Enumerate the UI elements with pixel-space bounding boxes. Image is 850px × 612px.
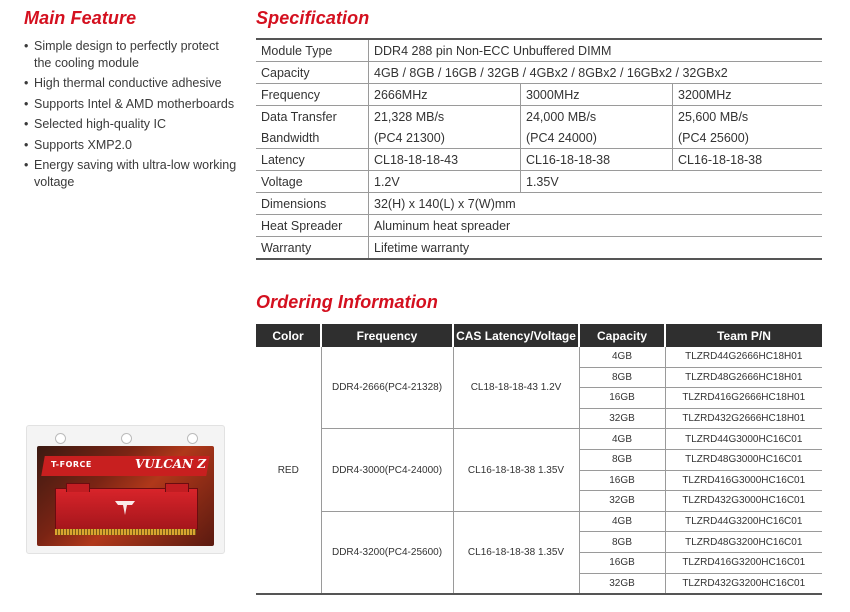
column-header-cas: CAS Latency/Voltage [453, 324, 579, 347]
spec-label: Bandwidth [256, 127, 369, 149]
spec-row-data-transfer [256, 106, 822, 128]
hang-hole [55, 433, 66, 444]
specification-table [256, 38, 822, 260]
spec-value: 3000MHz [521, 84, 673, 106]
spec-value: (PC4 21300) [369, 127, 521, 149]
part-number-cell: TLZRD48G3000HC16C01 [665, 449, 822, 470]
spec-row-warranty [256, 237, 822, 260]
feature-item: • Supports XMP2.0 [24, 137, 132, 152]
spec-value: Lifetime warranty [369, 237, 823, 260]
spec-value: 4GB / 8GB / 16GB / 32GB / 4GBx2 / 8GBx2 / 16GBx2 / 32GBx2 [369, 62, 823, 84]
package-card [37, 446, 214, 546]
capacity-cell: 8GB [579, 449, 665, 470]
part-number-cell: TLZRD416G3000HC16C01 [665, 470, 822, 491]
spec-label: Dimensions [256, 193, 369, 215]
column-header-part-number: Team P/N [665, 324, 822, 347]
bullet-icon: • [24, 39, 29, 53]
spec-value: (PC4 24000) [521, 127, 673, 149]
bullet-icon: • [24, 96, 29, 111]
spec-row-capacity [256, 62, 822, 84]
table-row [256, 429, 822, 450]
capacity-cell: 16GB [579, 470, 665, 491]
capacity-cell: 32GB [579, 573, 665, 594]
spec-value: CL16-18-18-38 [673, 149, 823, 171]
capacity-cell: 16GB [579, 388, 665, 409]
feature-item: • Energy saving with ultra-low working voltage [24, 158, 237, 189]
model-logo: VULCAN Z [135, 457, 206, 471]
spec-label: Capacity [256, 62, 369, 84]
gold-contacts [55, 529, 196, 535]
product-image [26, 425, 225, 554]
hang-hole [187, 433, 198, 444]
part-number-cell: TLZRD432G3000HC16C01 [665, 491, 822, 512]
feature-item: • High thermal conductive adhesive [24, 76, 222, 90]
spec-label: Voltage [256, 171, 369, 193]
spec-row-latency [256, 149, 822, 171]
ordering-title: Ordering Information [256, 292, 438, 312]
part-number-cell: TLZRD44G3200HC16C01 [665, 511, 822, 532]
capacity-cell: 4GB [579, 429, 665, 450]
capacity-cell: 8GB [579, 532, 665, 553]
part-number-cell: TLZRD48G2666HC18H01 [665, 367, 822, 388]
spec-row-bandwidth [256, 127, 822, 149]
capacity-cell: 32GB [579, 491, 665, 512]
specification-title: Specification [256, 8, 370, 28]
spec-value: CL16-18-18-38 [521, 149, 673, 171]
part-number-cell: TLZRD432G3200HC16C01 [665, 573, 822, 594]
color-cell: RED [256, 347, 321, 594]
brand-logo: T-FORCE [51, 460, 92, 469]
part-number-cell: TLZRD48G3200HC16C01 [665, 532, 822, 553]
cas-cell: CL18-18-18-43 1.2V [453, 347, 579, 429]
ordering-table [256, 324, 822, 595]
spec-value: 1.2V [369, 171, 521, 193]
feature-item: • Supports Intel & AMD motherboards [24, 96, 235, 111]
spec-label: Latency [256, 149, 369, 171]
cas-cell: CL16-18-18-38 1.35V [453, 429, 579, 511]
spec-value: DDR4 288 pin Non-ECC Unbuffered DIMM [369, 39, 823, 62]
spec-value: 2666MHz [369, 84, 521, 106]
bullet-icon: • [24, 117, 29, 131]
cas-cell: CL16-18-18-38 1.35V [453, 511, 579, 594]
bullet-icon: • [24, 158, 29, 172]
spec-value: 25,600 MB/s [678, 109, 749, 124]
column-header-color: Color [256, 324, 321, 347]
column-header-capacity: Capacity [579, 324, 665, 347]
capacity-cell: 32GB [579, 408, 665, 429]
frequency-cell: DDR4-2666(PC4-21328) [321, 347, 453, 429]
bullet-icon: • [24, 137, 29, 152]
feature-item: • Simple design to perfectly protect the cooling module [24, 39, 219, 70]
spec-label: Module Type [256, 39, 369, 62]
part-number-cell: TLZRD44G3000HC16C01 [665, 429, 822, 450]
frequency-cell: DDR4-3200(PC4-25600) [321, 511, 453, 594]
spec-value: 24,000 MB/s [521, 106, 673, 128]
part-number-cell: TLZRD432G2666HC18H01 [665, 408, 822, 429]
heatsink-fin [66, 483, 90, 492]
spec-label: Data Transfer [256, 106, 369, 128]
spec-value: Aluminum heat spreader [369, 215, 823, 237]
tforce-logo-icon [114, 499, 136, 517]
memory-module [55, 488, 198, 530]
spec-row-module-type [256, 39, 822, 62]
spec-row-voltage [256, 171, 822, 193]
spec-value: 1.35V [521, 171, 823, 193]
spec-value: 3200MHz [673, 84, 823, 106]
spec-row-frequency [256, 84, 822, 106]
capacity-cell: 4GB [579, 347, 665, 367]
frequency-cell: DDR4-3000(PC4-24000) [321, 429, 453, 511]
feature-item: • Selected high-quality IC [24, 117, 167, 131]
spec-value: (PC4 25600) [673, 127, 823, 149]
spec-label: Heat Spreader [256, 215, 369, 237]
feature-list [24, 38, 239, 194]
capacity-cell: 4GB [579, 511, 665, 532]
capacity-cell: 8GB [579, 367, 665, 388]
table-row [256, 511, 822, 532]
table-row [256, 347, 822, 367]
capacity-cell: 16GB [579, 552, 665, 573]
ordering-header-row [256, 324, 822, 347]
heatsink-fin [165, 483, 189, 492]
spec-row-heat-spreader [256, 215, 822, 237]
spec-label: Warranty [256, 237, 369, 260]
spec-value: CL18-18-18-43 [369, 149, 521, 171]
main-feature-title: Main Feature [24, 8, 137, 28]
part-number-cell: TLZRD416G2666HC18H01 [665, 388, 822, 409]
part-number-cell: TLZRD416G3200HC16C01 [665, 552, 822, 573]
spec-value: 32(H) x 140(L) x 7(W)mm [369, 193, 823, 215]
spec-value: 21,328 MB/s [369, 106, 521, 128]
part-number-cell: TLZRD44G2666HC18H01 [665, 347, 822, 367]
hang-hole [121, 433, 132, 444]
bullet-icon: • [24, 76, 29, 90]
column-header-frequency: Frequency [321, 324, 453, 347]
spec-row-dimensions [256, 193, 822, 215]
spec-label: Frequency [256, 84, 369, 106]
